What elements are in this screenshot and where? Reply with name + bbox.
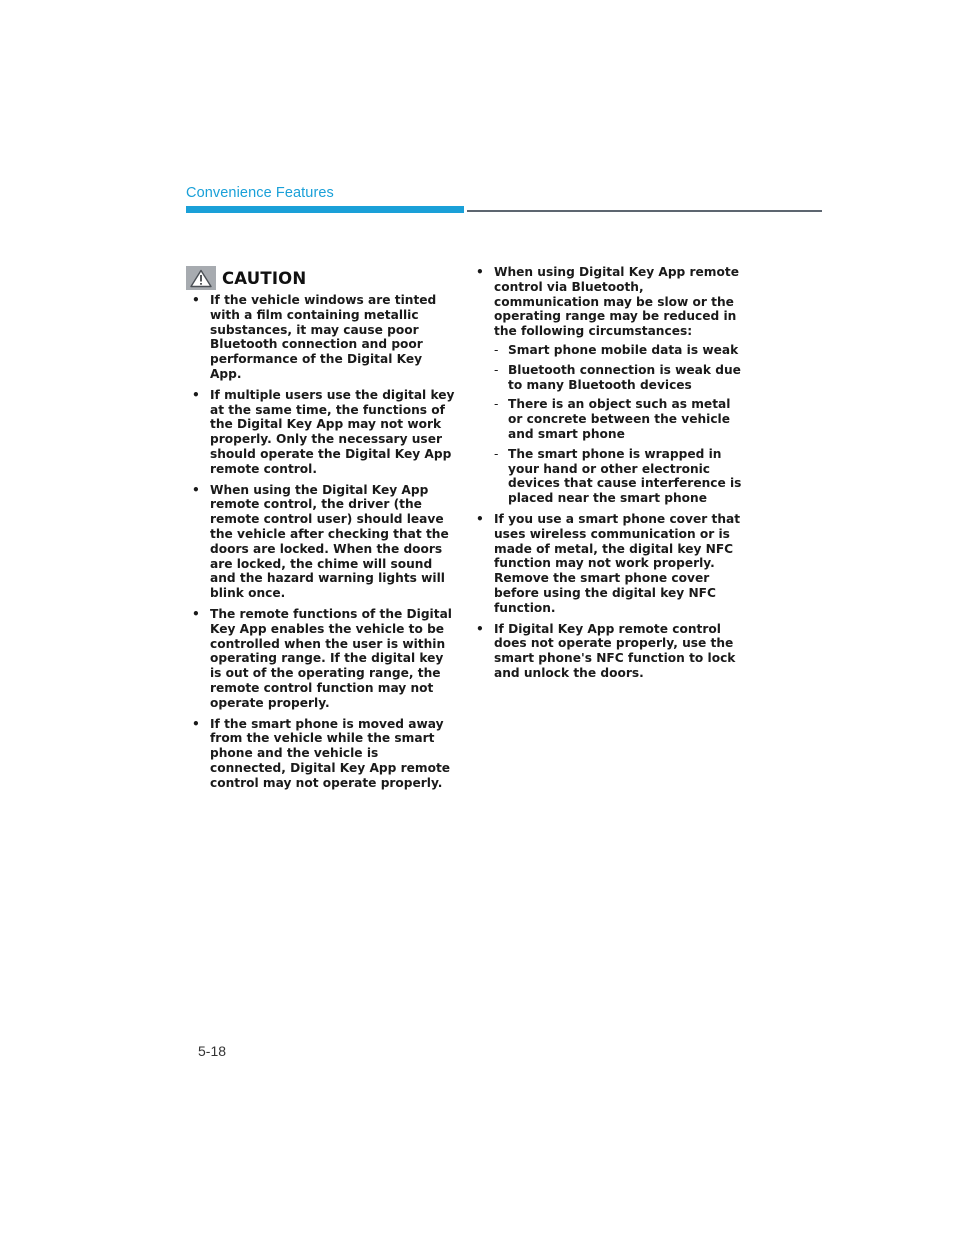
section-title: Convenience Features — [186, 185, 334, 201]
caution-list-right — [470, 265, 742, 687]
warning-triangle-icon — [186, 266, 216, 290]
list-item: • If Digital Key App remote control does not operate properly, use the smart phone's NFC function to lock and unlock the doors. — [470, 622, 742, 681]
caution-heading — [186, 266, 306, 290]
header-rule — [467, 210, 822, 212]
sublist-item: - The smart phone is wrapped in your hand or other electronic devices that cause interference is placed near the smart phone — [494, 447, 742, 506]
list-item: • When using the Digital Key App remote control, the driver (the remote control user) should leave the vehicle after checking that the doors are locked. When the doors are locked, the chime will sound and the hazard warning lights will blink once. — [186, 483, 456, 601]
caution-list-left — [186, 293, 456, 797]
sublist-item: - There is an object such as metal or concrete between the vehicle and smart phone — [494, 397, 742, 441]
bluetooth-sublist — [494, 343, 742, 506]
list-item-bluetooth — [470, 265, 742, 506]
sublist-item: - Smart phone mobile data is weak — [494, 343, 742, 358]
page-number: 5-18 — [198, 1043, 227, 1059]
list-item-text: When using Digital Key App remote control via Bluetooth, communication may be slow or the operating range may be reduced in the following circumstances: — [494, 265, 739, 339]
sublist-item: - Bluetooth connection is weak due to many Bluetooth devices — [494, 363, 742, 393]
caution-label: CAUTION — [222, 268, 307, 288]
list-item: • If you use a smart phone cover that uses wireless communication or is made of metal, the digital key NFC function may not work properly. Remove the smart phone cover before using the digital key NFC function. — [470, 512, 742, 616]
header-accent-bar — [186, 206, 464, 213]
list-item: • If the vehicle windows are tinted with a film containing metallic substances, it may cause poor Bluetooth connection and poor performance of the Digital Key App. — [186, 293, 456, 382]
list-item: • If multiple users use the digital key at the same time, the functions of the Digital Key App may not work properly. Only the necessary user should operate the Digital Key App remote control. — [186, 388, 456, 477]
list-item: • If the smart phone is moved away from the vehicle while the smart phone and the vehicle is connected, Digital Key App remote control may not operate properly. — [186, 717, 456, 791]
list-item: • The remote functions of the Digital Key App enables the vehicle to be controlled when the user is within operating range. If the digital key is out of the operating range, the remote control function may not operate properly. — [186, 607, 456, 711]
